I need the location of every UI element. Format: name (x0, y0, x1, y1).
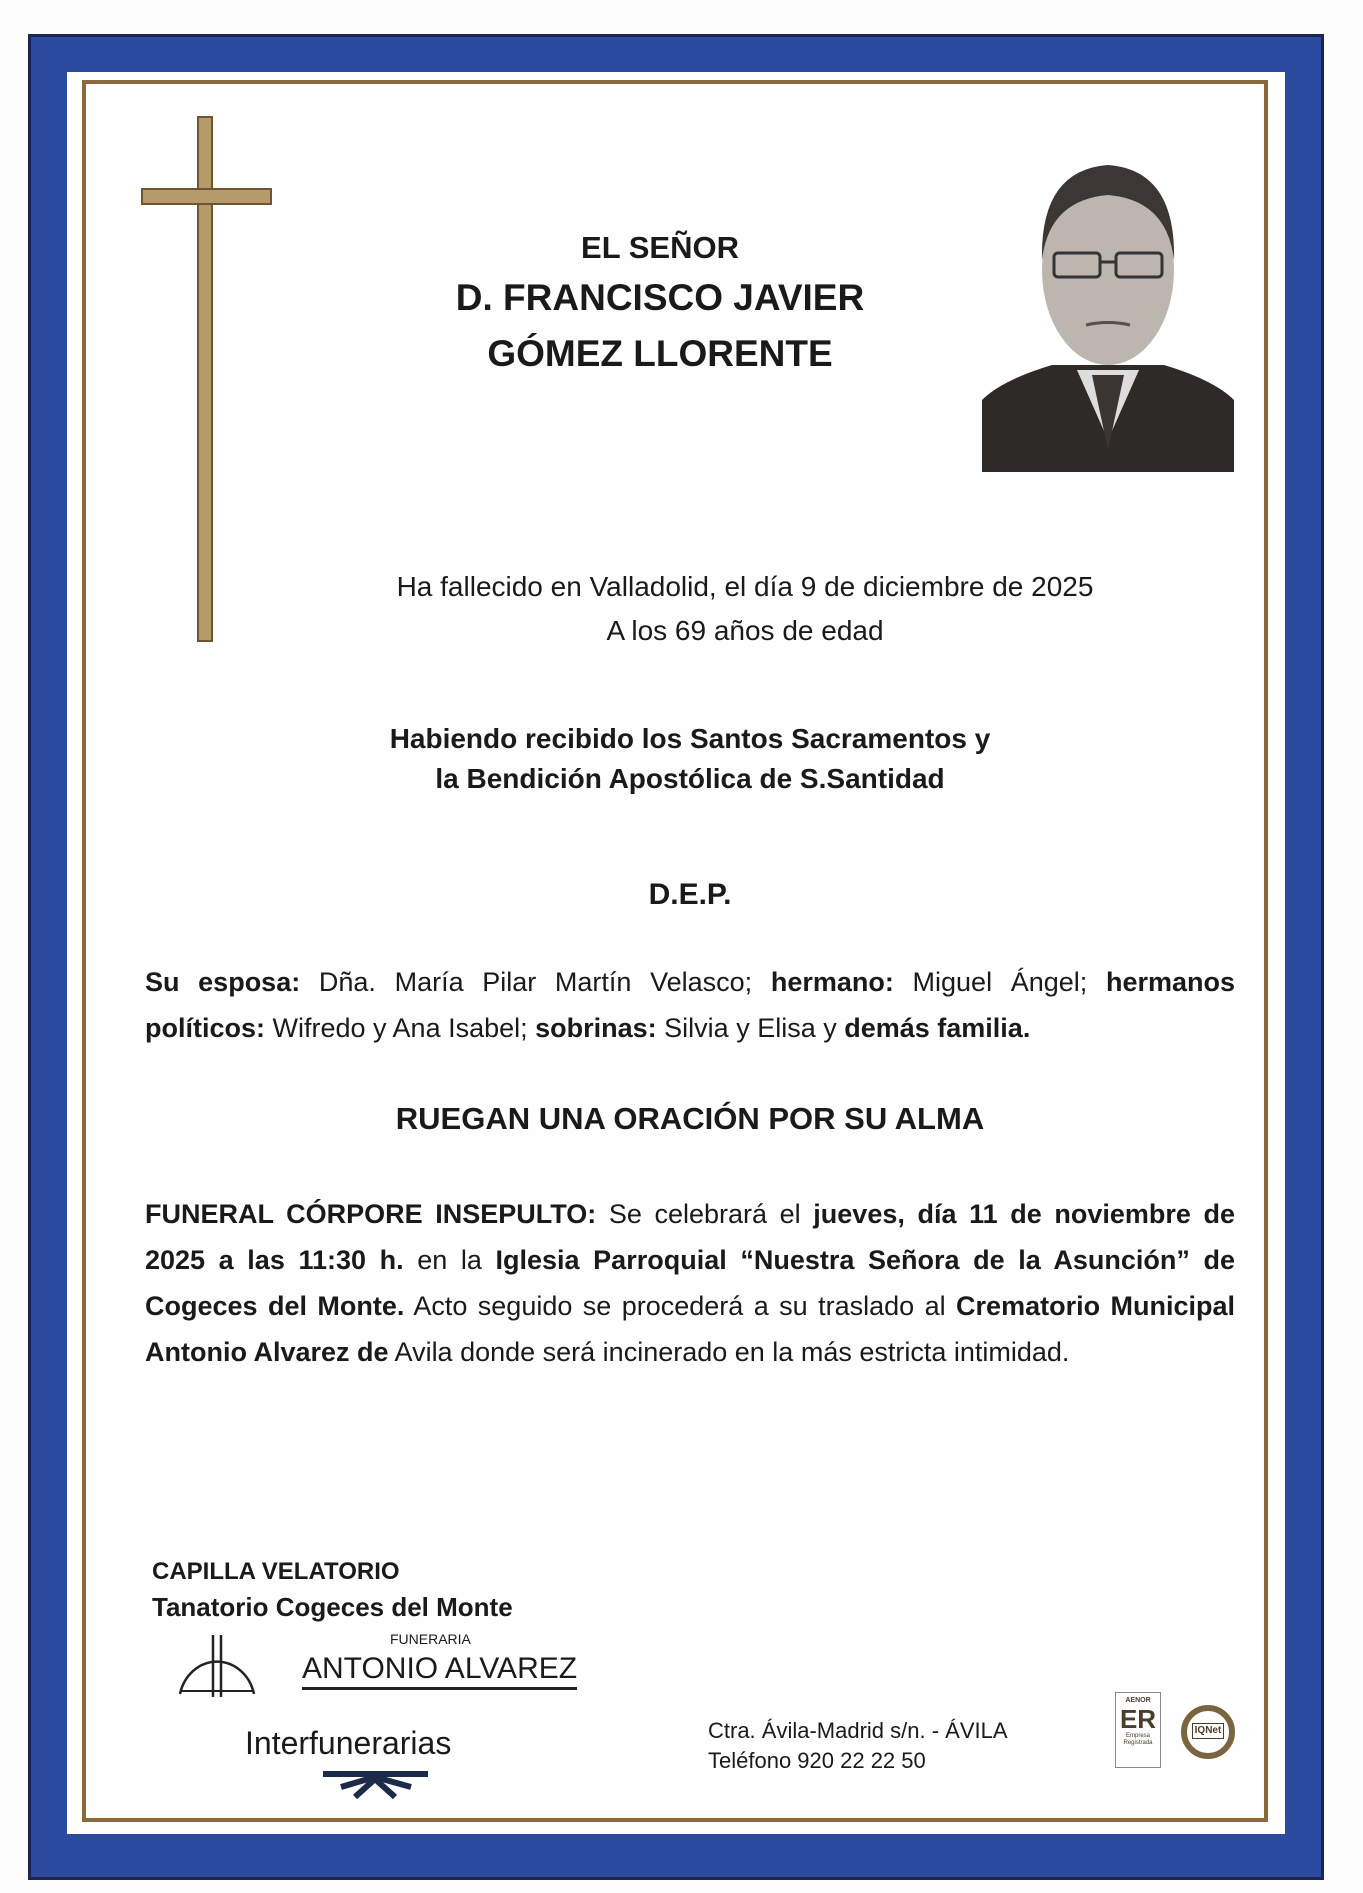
dep-text: D.E.P. (648, 878, 732, 911)
funeraria-small-label: FUNERARIA (390, 1631, 471, 1647)
label-spouse: Su esposa: (145, 967, 301, 997)
capilla-velatorio-label: CAPILLA VELATORIO (152, 1558, 400, 1585)
aenor-label: AENOR (1125, 1697, 1151, 1704)
title-el-senor: EL SEÑOR (581, 230, 739, 265)
aenor-certification-badge (1115, 1692, 1161, 1768)
portrait-photo-icon (982, 150, 1234, 472)
crematorium-name: Crematorio Municipal Antonio Alvarez de (145, 1291, 1236, 1367)
antonio-alvarez-logo-icon (172, 1629, 262, 1699)
iqnet-certification-badge (1181, 1705, 1235, 1759)
death-place-date: Ha fallecido en Valladolid, el día 9 de diciembre de 2025 (396, 571, 1094, 602)
funeral-text-3: Acto seguido se procederá a su traslado al (404, 1291, 957, 1321)
notice-body (145, 565, 1235, 1375)
sacraments-line1: Habiendo recibido los Santos Sacramentos y (389, 723, 991, 754)
antonio-alvarez-row (152, 1629, 592, 1703)
death-block (255, 565, 1235, 653)
funeraria-name: ANTONIO ALVAREZ (302, 1651, 577, 1690)
age-at-death: A los 69 años de edad (606, 615, 884, 646)
in-laws-names: Wifredo y Ana Isabel; (265, 1013, 536, 1043)
sacraments-line2: la Bendición Apostólica de S.Santidad (435, 763, 945, 794)
funeral-text-2: en la (403, 1245, 496, 1275)
deceased-name-line2: GÓMEZ LLORENTE (487, 333, 833, 374)
label-brother: hermano: (770, 967, 894, 997)
aenor-mark: ER (1119, 1704, 1157, 1734)
funeral-home-block (152, 1555, 592, 1799)
prayer-request-heading: RUEGAN UNA ORACIÓN POR SU ALMA (395, 1101, 985, 1136)
label-in-laws: hermanos políticos: (145, 967, 1236, 1043)
header-block (380, 226, 940, 382)
label-nieces: sobrinas: (535, 1013, 657, 1043)
nieces-names: Silvia y Elisa y (656, 1013, 845, 1043)
deceased-name-line1: D. FRANCISCO JAVIER (455, 277, 865, 318)
family-paragraph (145, 959, 1235, 1051)
funeral-home-contact (708, 1716, 1008, 1776)
sacraments-block (145, 719, 1235, 799)
interfunerarias-emblem-icon (323, 1769, 428, 1799)
iqnet-label: IQNet (1192, 1723, 1225, 1739)
funeral-date-time: jueves, día 11 de noviembre de 2025 a las 11:30 h. (145, 1199, 1236, 1275)
phone-number: Teléfono 920 22 22 50 (708, 1748, 926, 1773)
spouse-name: Dña. María Pilar Martín Velasco; (300, 967, 771, 997)
funeral-paragraph (145, 1191, 1235, 1375)
tanatorio-name: Tanatorio Cogeces del Monte (152, 1592, 513, 1622)
interfunerarias-logo-text: Interfunerarias (245, 1725, 452, 1761)
funeral-text-4: Avila donde será incinerado en la más estricta intimidad. (388, 1337, 1070, 1367)
funeral-church: Iglesia Parroquial “Nuestra Señora de la Asunción” de Cogeces del Monte. (145, 1245, 1235, 1321)
funeral-label: FUNERAL CÓRPORE INSEPULTO: (145, 1199, 597, 1229)
brother-name: Miguel Ángel; (893, 967, 1106, 997)
aenor-subtitle: Empresa Registrada (1123, 1733, 1153, 1746)
funeral-text-1: Se celebrará el (596, 1199, 814, 1229)
label-other-family: demás familia. (844, 1013, 1031, 1043)
address: Ctra. Ávila-Madrid s/n. - ÁVILA (708, 1718, 1008, 1743)
